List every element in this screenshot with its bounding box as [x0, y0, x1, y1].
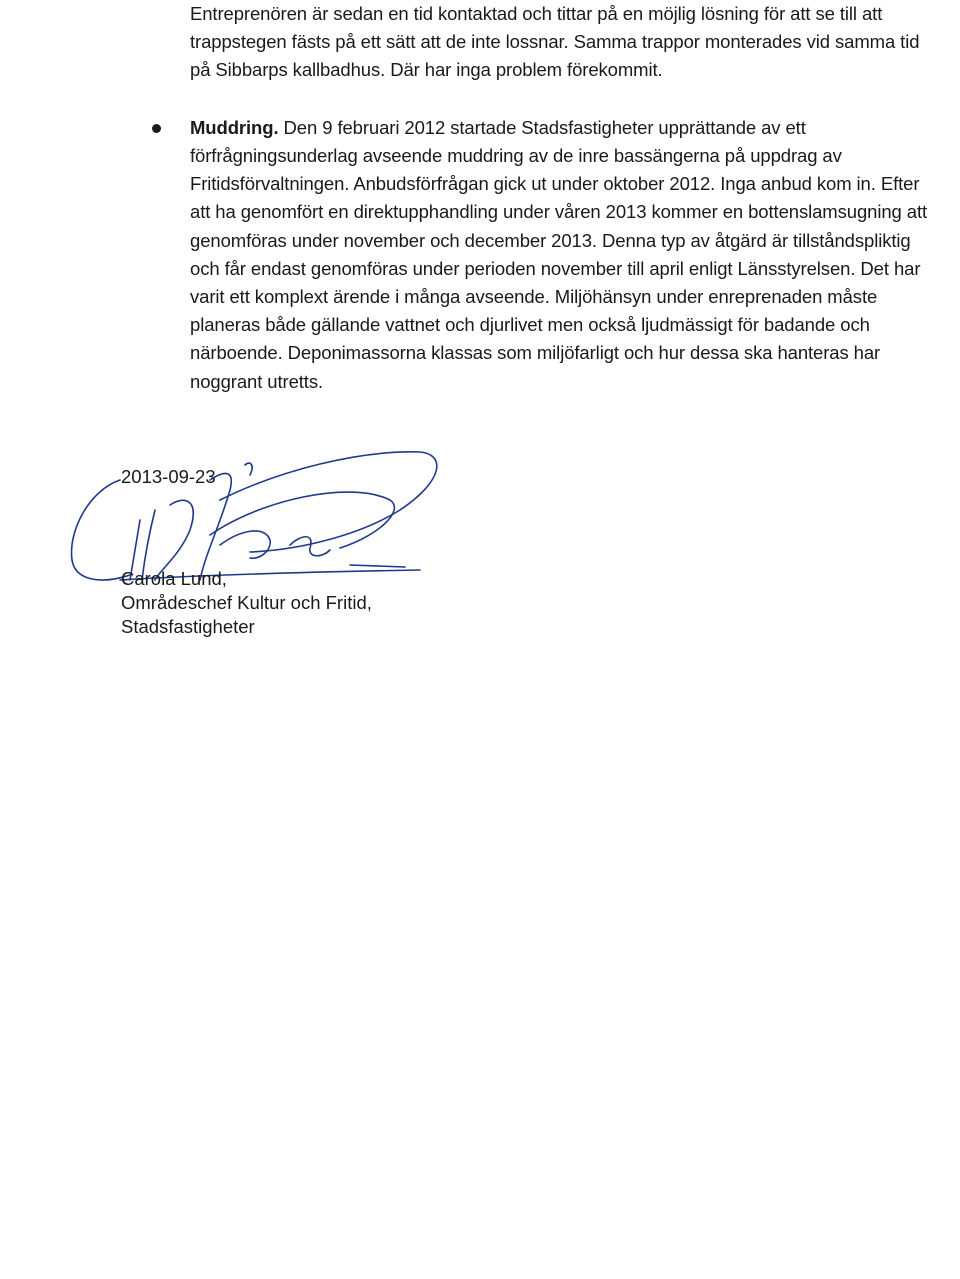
bullet-line: närboende. Deponimassorna klassas som miljöfarligt och hur dessa ska hanteras har	[190, 342, 881, 363]
signatory-title: Områdeschef Kultur och Fritid,	[121, 592, 372, 613]
bullet-first-line	[190, 114, 806, 142]
signature-drawing	[60, 440, 460, 600]
handwritten-signature	[60, 440, 460, 600]
bullet-line: planeras både gällande vattnet och djurlivet men också ljudmässigt för badande och	[190, 314, 870, 335]
bullet-line: och får endast genomföras under perioden november till april enligt Länsstyrelsen. Det har	[190, 258, 921, 279]
bullet-first-line-text: Den 9 februari 2012 startade Stadsfastigheter upprättande av ett	[278, 117, 806, 138]
bullet-line: varit ett komplext ärende i många avseende. Miljöhänsyn under enreprenaden måste	[190, 286, 878, 307]
intro-line: på Sibbarps kallbadhus. Där har inga problem förekommit.	[190, 59, 663, 80]
intro-line: trappstegen fästs på ett sätt att de inte lossnar. Samma trappor monterades vid samma tid	[190, 31, 920, 52]
bullet-line: att ha genomfört en direktupphandling under våren 2013 kommer en bottenslamsugning att	[190, 201, 928, 222]
bullet-line: förfrågningsunderlag avseende muddring av de inre bassängerna på uppdrag av	[190, 145, 842, 166]
bullet-line: genomföras under november och december 2013. Denna typ av åtgärd är tillståndspliktig	[190, 230, 911, 251]
bullet-marker	[152, 124, 161, 133]
bullet-line: noggrant utretts.	[190, 371, 324, 392]
signatory-organization: Stadsfastigheter	[121, 616, 255, 637]
intro-line: Entreprenören är sedan en tid kontaktad och tittar på en möjlig lösning för att se till att	[190, 3, 883, 24]
signatory-name: Carola Lund,	[121, 568, 227, 589]
bullet-heading: Muddring.	[190, 117, 279, 138]
signature-date: 2013-09-23	[121, 466, 216, 487]
bullet-line: Fritidsförvaltningen. Anbudsförfrågan gick ut under oktober 2012. Inga anbud kom in. Efter	[190, 173, 920, 194]
